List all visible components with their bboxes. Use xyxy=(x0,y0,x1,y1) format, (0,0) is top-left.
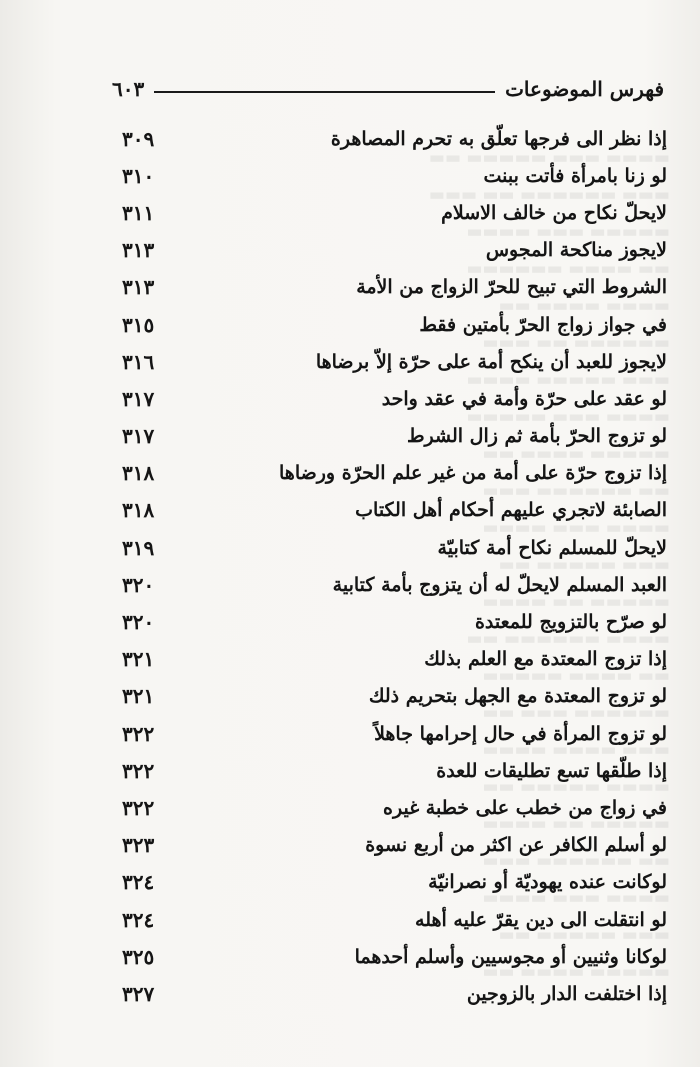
entry-title: إذا تزوج المعتدة مع العلم بذلك xyxy=(424,648,667,671)
entry-page-number: ٣٢٥ xyxy=(122,944,155,969)
entry-page-number: ٣٢٠ xyxy=(122,610,155,635)
entry-page-number: ٣٢٧ xyxy=(122,981,155,1006)
entry-page-number: ٣٢١ xyxy=(122,684,155,709)
entry-title: لايجوز مناكحة المجوس xyxy=(485,239,667,262)
entry-page-number: ٣١٣ xyxy=(122,238,155,263)
entry-title: الشروط التي تبيح للحرّ الزواج من الأمة xyxy=(356,276,667,299)
entry-page-number: ٣١٦ xyxy=(122,349,155,374)
bleed-through-texture: ▬▬▬▬ ▬▬▬ ▬▬▬▬▬ ▬▬ ▬▬▬ ▬▬▬▬▬▬ ▬▬ ▬▬▬ ▬▬▬▬▬ ▬▬▬ ▬▬▬▬ ▬▬ ▬▬▬▬ ▬▬▬▬▬▬ ▬▬▬▬ ▬▬▬▬ ▬▬ ▬▬▬▬▬▬ ▬▬ ▬▬▬ ▬▬▬ ▬▬▬▬▬ ▬▬▬▬ ▬▬▬▬ ▬▬▬ ▬▬▬▬▬ ▬▬▬▬▬ ▬▬▬▬ ▬▬ ▬▬ ▬▬▬▬▬▬ ▬▬▬ ▬▬▬▬ ▬▬▬ ▬▬▬▬ ▬▬▬ ▬▬▬▬▬ ▬▬ ▬▬▬▬▬ ▬▬ ▬▬▬▬ ▬▬▬▬ ▬▬▬▬▬▬ ▬▬ ▬▬ ▬▬▬▬ ▬▬▬▬▬ ▬▬▬▬▬▬ ▬▬▬ ▬▬ ▬▬▬ ▬▬▬▬ ▬▬▬▬ ▬▬▬▬ ▬▬▬▬▬ ▬▬ ▬▬▬▬▬ ▬▬ ▬▬▬▬ ▬▬ ▬▬▬▬▬▬ ▬▬▬ ▬▬▬▬ ▬▬▬ ▬▬▬▬ ▬▬▬ ▬▬▬▬▬ ▬▬ ▬▬▬▬▬ ▬▬▬▬ ▬▬ xyxy=(428,148,670,982)
entry-title: لو تزوج الحرّ بأمة ثم زال الشرط xyxy=(406,425,667,448)
entry-page-number: ٣٢٢ xyxy=(122,721,155,746)
entry-page-number: ٣٢٠ xyxy=(122,572,155,597)
index-entry xyxy=(110,269,675,306)
index-entry xyxy=(110,678,675,715)
index-entry xyxy=(110,715,675,752)
entry-page-number: ٣٢٢ xyxy=(122,758,155,783)
entry-title: لو تزوج المعتدة مع الجهل بتحريم ذلك xyxy=(368,685,667,708)
header-page-number: ٦٠٣ xyxy=(112,77,145,101)
entry-title: في جواز زواج الحرّ بأمتين فقط xyxy=(419,313,667,336)
header-title: فهرس الموضوعات xyxy=(505,77,664,101)
entry-title: لو عقد على حرّة وأمة في عقد واحد xyxy=(381,387,667,410)
entry-title: لو صرّح بالتزويج للمعتدة xyxy=(474,611,667,634)
entry-title: إذا اختلفت الدار بالزوجين xyxy=(466,982,667,1005)
index-entry xyxy=(110,938,675,975)
running-header xyxy=(112,72,664,106)
entry-page-number: ٣١٥ xyxy=(122,312,155,337)
entry-title: لايحلّ نكاح من خالف الاسلام xyxy=(441,201,667,224)
index-entry xyxy=(110,789,675,826)
entry-page-number: ٣١٣ xyxy=(122,275,155,300)
entry-page-number: ٣١٨ xyxy=(122,461,155,486)
index-entry xyxy=(110,343,675,380)
entry-page-number: ٣١٩ xyxy=(122,535,155,560)
index-entry xyxy=(110,827,675,864)
entry-title: لايجوز للعبد أن ينكح أمة على حرّة إلاّ برضاها xyxy=(315,350,667,373)
entry-title: لايحلّ للمسلم نكاح أمة كتابيّة xyxy=(437,536,667,559)
index-entry xyxy=(110,492,675,529)
index-entry xyxy=(110,418,675,455)
index-entry xyxy=(110,864,675,901)
entry-title: العبد المسلم لايحلّ له أن يتزوج بأمة كتابية xyxy=(332,573,667,596)
entry-page-number: ٣١١ xyxy=(122,200,155,225)
index-entry xyxy=(110,603,675,640)
index-entry xyxy=(110,380,675,417)
entry-page-number: ٣٢٣ xyxy=(122,833,155,858)
entry-title: لو تزوج المرأة في حال إحرامها جاهلاً xyxy=(374,722,667,745)
entry-title: إذا نظر الى فرجها تعلّق به تحرم المصاهرة xyxy=(330,127,667,150)
index-entry xyxy=(110,306,675,343)
entry-title: لو انتقلت الى دين يقرّ عليه أهله xyxy=(415,908,667,931)
index-entry xyxy=(110,194,675,231)
index-entry xyxy=(110,752,675,789)
entry-page-number: ٣٢٤ xyxy=(122,870,155,895)
entry-page-number: ٣٠٩ xyxy=(122,126,155,151)
entry-title: لو زنا بامرأة فأتت ببنت xyxy=(483,164,667,187)
index-entry xyxy=(110,232,675,269)
entry-page-number: ٣٢٢ xyxy=(122,795,155,820)
index-entry xyxy=(110,529,675,566)
index-entry xyxy=(110,566,675,603)
entry-page-number: ٣١٨ xyxy=(122,498,155,523)
index-entry xyxy=(110,120,675,157)
entry-title: لوكانت عنده يهوديّة أو نصرانيّة xyxy=(428,871,667,894)
entry-page-number: ٣٢١ xyxy=(122,647,155,672)
entry-title: إذا طلّقها تسع تطليقات للعدة xyxy=(436,759,667,782)
entry-page-number: ٣٢٤ xyxy=(122,907,155,932)
entry-title: في زواج من خطب على خطبة غيره xyxy=(383,796,667,819)
entry-page-number: ٣١٧ xyxy=(122,424,155,449)
entry-title: لوكانا وثنيين أو مجوسيين وأسلم أحدهما xyxy=(354,945,667,968)
entry-title: لو أسلم الكافر عن اكثر من أربع نسوة xyxy=(365,834,667,857)
header-rule xyxy=(154,91,495,93)
index-entry xyxy=(110,641,675,678)
entry-title: إذا تزوج حرّة على أمة من غير علم الحرّة ورضاها xyxy=(279,462,667,485)
entry-page-number: ٣١٠ xyxy=(122,163,155,188)
entry-title: الصابئة لاتجري عليهم أحكام أهل الكتاب xyxy=(355,499,667,522)
index-entry xyxy=(110,157,675,194)
index-entry xyxy=(110,455,675,492)
entry-page-number: ٣١٧ xyxy=(122,386,155,411)
index-entry xyxy=(110,901,675,938)
index-entry xyxy=(110,975,675,1012)
index-entries xyxy=(110,120,675,1013)
